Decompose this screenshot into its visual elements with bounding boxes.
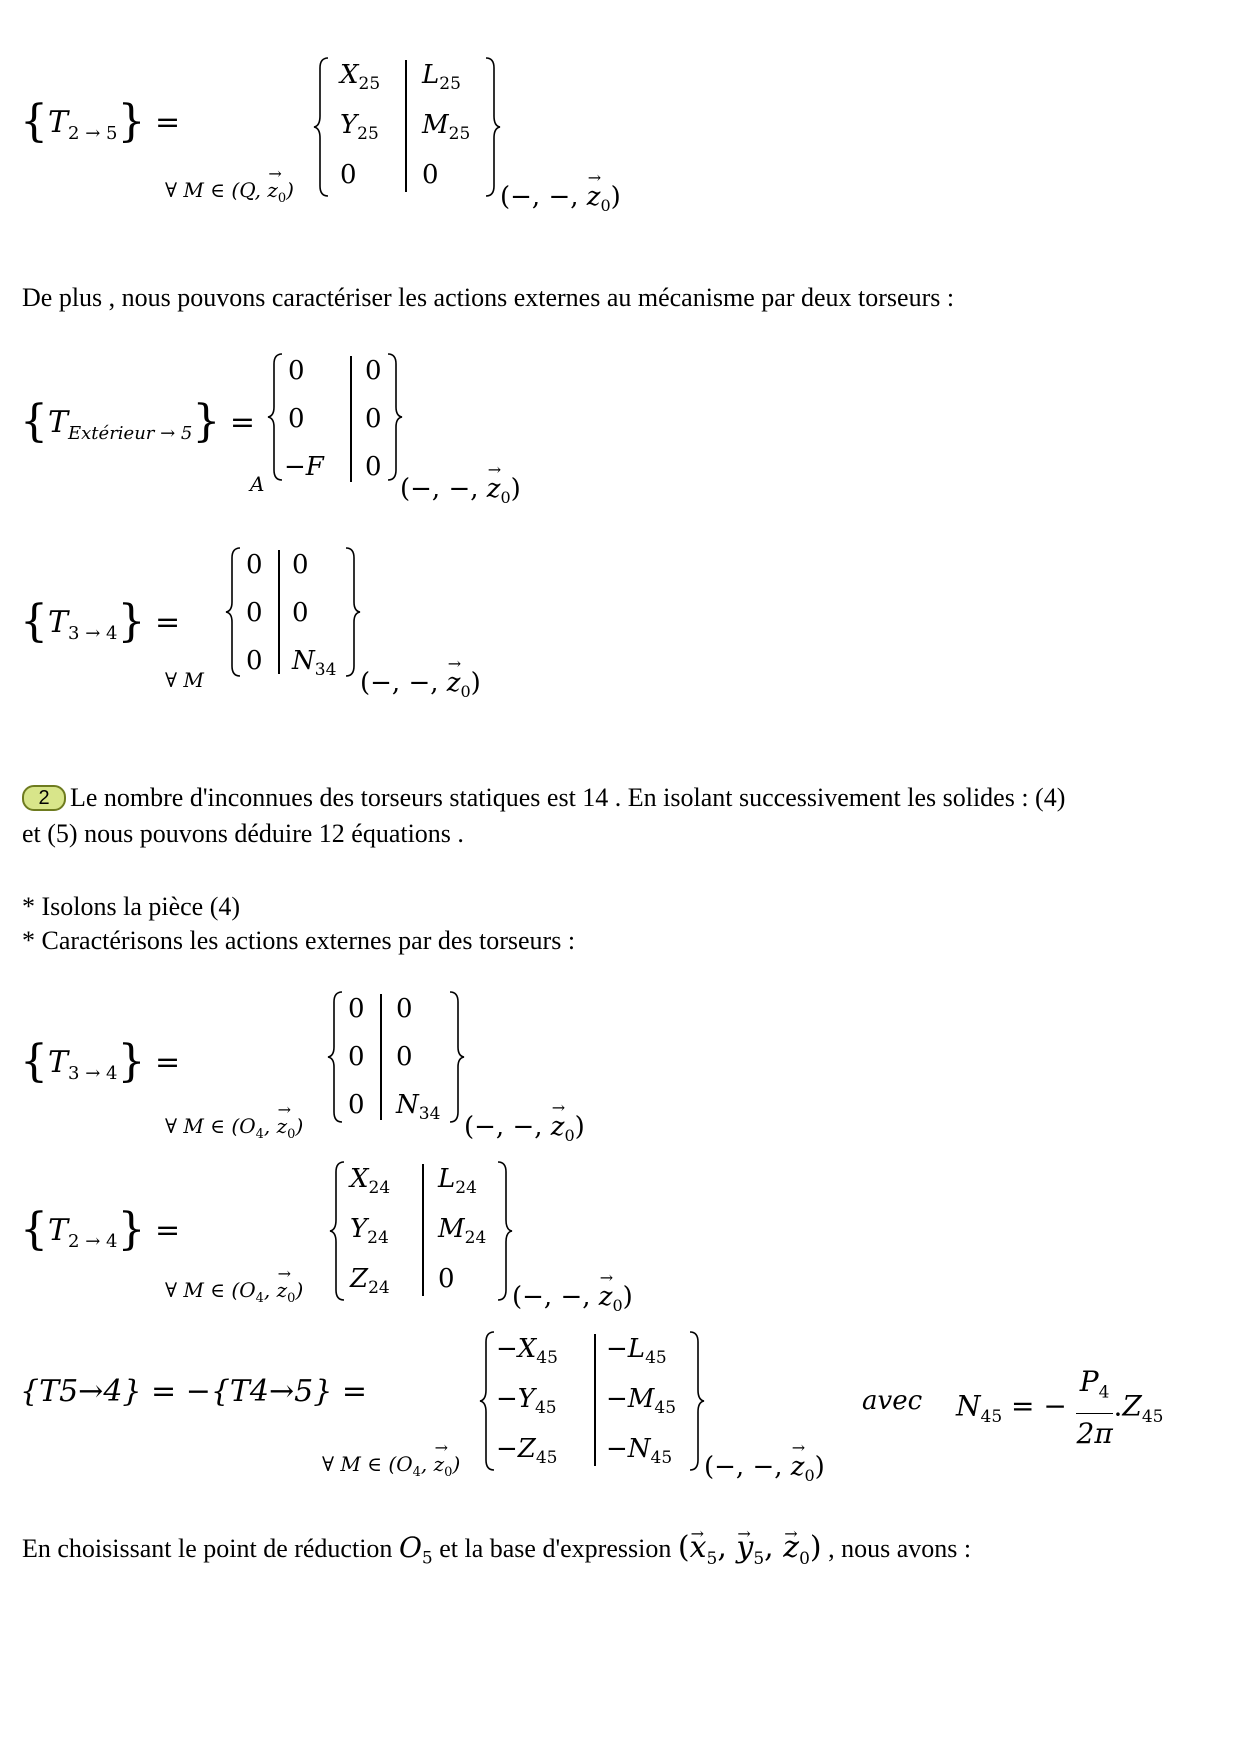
matrix-cell: 0 <box>292 598 309 628</box>
torsor-lhs: $\{T_{3 \to 4}\}$ = <box>20 596 181 647</box>
left-brace <box>330 990 344 1124</box>
column-divider <box>278 550 280 674</box>
reduction-point: A <box>250 472 265 496</box>
right-brace <box>496 1160 510 1302</box>
left-brace <box>482 1330 496 1472</box>
matrix-cell: $Z_{24}$ <box>350 1264 390 1299</box>
reduction-point: ∀ M ∈ ($O_4$, → $z_0$) <box>165 1114 303 1142</box>
matrix-cell: $L_{24}$ <box>438 1164 477 1199</box>
right-brace <box>484 56 498 198</box>
matrix-cell: 0 <box>348 994 365 1024</box>
matrix-cell: $L_{25}$ <box>422 60 461 95</box>
question-number-badge: 2 <box>22 785 66 811</box>
matrix-cell: $Y_{24}$ <box>350 1214 389 1249</box>
column-divider <box>405 60 407 192</box>
torsor-lhs: {T5→4} = −{T4→5} = <box>20 1374 368 1409</box>
matrix-cell: $-Z_{45}$ <box>496 1434 558 1469</box>
avec-label: avec <box>862 1386 923 1416</box>
column-divider <box>422 1164 424 1296</box>
left-brace <box>332 1160 346 1302</box>
right-brace <box>688 1330 702 1472</box>
paragraph-line: et (5) nous pouvons déduire 12 équations . <box>22 819 464 848</box>
matrix-cell: $X_{24}$ <box>350 1164 391 1199</box>
torsor-lhs: $\{T_{2 \to 5}\}$ = <box>20 96 181 147</box>
matrix-cell: 0 <box>438 1264 455 1294</box>
matrix-cell: 0 <box>292 550 309 580</box>
paragraph-intro: De plus , nous pouvons caractériser les actions externes au mécanisme par deux torseurs : <box>22 283 955 312</box>
matrix-cell: 0 <box>288 356 305 386</box>
text-segment: et la base d'expression <box>439 1534 672 1563</box>
reduction-point: ∀ M ∈ ($O_4$, → $z_0$) <box>322 1452 460 1480</box>
paragraph-unknowns <box>22 780 1218 852</box>
paragraph-line: Le nombre d'inconnues des torseurs statiques est 14 . En isolant successivement les solides : (4) <box>70 783 1066 812</box>
reduction-point-o5: $O_5$ <box>398 1531 433 1569</box>
column-divider <box>350 356 352 482</box>
basis: (−, −, → $z_0$) <box>500 182 621 215</box>
torsor-lhs: $\{T_{2 \to 4}\}$ = <box>20 1204 181 1255</box>
basis: (−, −, → $z_0$) <box>360 668 481 701</box>
matrix-cell: $M_{25}$ <box>422 110 471 145</box>
matrix-cell: $M_{24}$ <box>438 1214 487 1249</box>
paragraph-final <box>22 1530 1218 1577</box>
matrix-cell: 0 <box>396 1042 413 1072</box>
matrix-cell: 0 <box>246 550 263 580</box>
matrix-cell: $Y_{25}$ <box>340 110 379 145</box>
matrix-cell: $N_{34}$ <box>292 646 337 681</box>
bullet-list <box>22 890 1218 958</box>
text-segment: En choisissant le point de réduction <box>22 1534 393 1563</box>
left-brace <box>316 56 330 198</box>
matrix-cell: 0 <box>365 404 382 434</box>
column-divider <box>594 1334 596 1466</box>
column-divider <box>380 994 382 1120</box>
basis: (−, −, → $z_0$) <box>512 1282 633 1315</box>
matrix-cell: $X_{25}$ <box>340 60 381 95</box>
left-brace <box>270 352 284 482</box>
right-brace <box>448 990 462 1124</box>
relation-n45: $N_{45}$ = − $\frac{P_4}{2\pi}$ $.Z_{45}$ <box>956 1362 1163 1454</box>
text-segment: , nous avons : <box>828 1534 972 1563</box>
matrix-cell: −F <box>284 452 324 482</box>
basis: (−, −, → $z_0$) <box>704 1452 825 1485</box>
matrix-cell: 0 <box>340 160 357 190</box>
basis: (−, −, → $z_0$) <box>400 474 521 507</box>
matrix-cell: 0 <box>348 1042 365 1072</box>
matrix-cell: 0 <box>365 356 382 386</box>
matrix-cell: $-L_{45}$ <box>606 1334 667 1369</box>
basis: (−, −, → $z_0$) <box>464 1112 585 1145</box>
reduction-point: ∀ M ∈ (Q, → $z_0$) <box>165 178 294 206</box>
matrix-cell: $N_{34}$ <box>396 1090 441 1125</box>
reduction-point: ∀ M <box>165 668 204 692</box>
right-brace <box>344 546 358 678</box>
matrix-cell: 0 <box>246 646 263 676</box>
right-brace <box>386 352 400 482</box>
matrix-cell: 0 <box>422 160 439 190</box>
matrix-cell: 0 <box>246 598 263 628</box>
matrix-cell: $-Y_{45}$ <box>496 1384 557 1419</box>
reduction-point: ∀ M ∈ ($O_4$, → $z_0$) <box>165 1278 303 1306</box>
matrix-cell: 0 <box>396 994 413 1024</box>
bullet-item: * Caractérisons les actions externes par des torseurs : <box>22 926 576 955</box>
matrix-cell: 0 <box>288 404 305 434</box>
matrix-cell: $-M_{45}$ <box>606 1384 677 1419</box>
torsor-lhs: $\{T_{Extérieur \to 5}\}$ = <box>20 396 256 447</box>
matrix-cell: $-N_{45}$ <box>606 1434 673 1469</box>
bullet-item: * Isolons la pièce (4) <box>22 892 241 921</box>
matrix-cell: 0 <box>365 452 382 482</box>
left-brace <box>228 546 242 678</box>
matrix-cell: $-X_{45}$ <box>496 1334 558 1369</box>
torsor-lhs: $\{T_{3 \to 4}\}$ = <box>20 1036 181 1087</box>
basis-x5-y5-z0: (→ $x_5$, → $y_5$, → $z_0$) <box>678 1530 822 1565</box>
matrix-cell: 0 <box>348 1090 365 1120</box>
